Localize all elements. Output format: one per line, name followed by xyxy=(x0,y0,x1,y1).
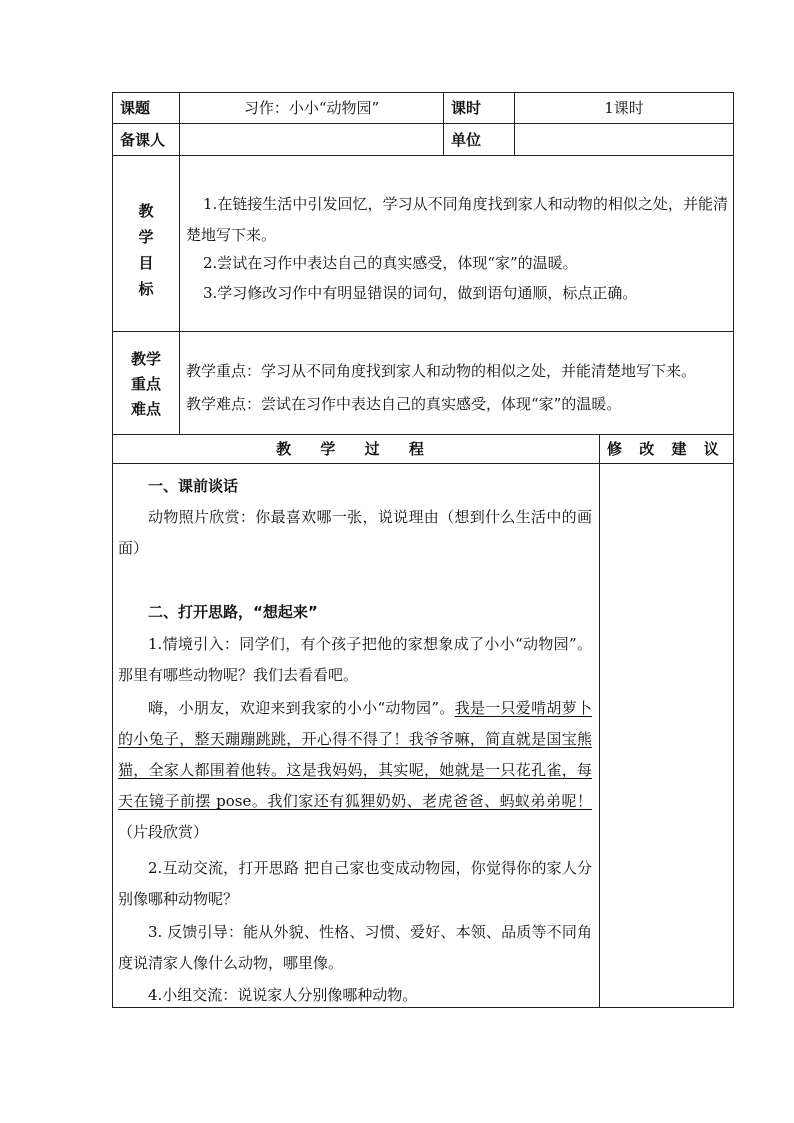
unit-label: 单位 xyxy=(451,131,482,149)
table-border xyxy=(599,434,600,1008)
step3-text: 3. 反馈引导：能从外貌、性格、习惯、爱好、本领、品质等不同角度说清家人像什么动物，哪里像。 xyxy=(118,923,592,972)
goal-item: 2.尝试在习作中表达自己的真实感受，体现“家”的温暖。 xyxy=(203,254,578,272)
excerpt-underlined: 我是一只爱啃胡萝卜的小兔子，整天蹦蹦跳跳，开心得不得了！我爷爷嘛，简直就是国宝熊猫，全家人都围着他转。这是我妈妈，其实呢，她就是一只花孔雀，每天在镜子前摆 pose。我们家还有狐狸奶奶、老虎爸爸、蚂蚁弟弟呢！ xyxy=(118,699,592,810)
table-border xyxy=(112,434,734,435)
period-value: 1课时 xyxy=(604,99,644,117)
step2-text: 2.互动交流，打开思路 把自己家也变成动物园，你觉得你的家人分别像哪种动物呢？ xyxy=(118,859,592,908)
topic-value: 习作：小小“动物园” xyxy=(243,99,380,117)
goals-label-char: 目 xyxy=(138,254,154,272)
section1-body: 动物照片欣赏：你最喜欢哪一张，说说理由（想到什么生活中的画面） xyxy=(118,508,592,557)
goal-item: 1.在链接生活中引发回忆，学习从不同角度找到家人和动物的相似之处，并能清楚地写下来。 xyxy=(186,195,728,244)
step1-text: 1.情境引入：同学们，有个孩子把他的家想象成了小小“动物园”。那里有哪些动物呢？我们去看看吧。 xyxy=(118,635,592,684)
goals-label xyxy=(113,198,179,302)
section1-title: 一、课前谈话 xyxy=(148,477,239,495)
table-border xyxy=(112,155,734,156)
goals-label-char: 标 xyxy=(138,280,154,298)
period-label: 课时 xyxy=(451,99,482,117)
table-border xyxy=(179,92,180,435)
excerpt-lead: 嗨，小朋友，欢迎来到我家的小小“动物园”。 xyxy=(148,699,455,717)
goals-label-char: 学 xyxy=(138,228,154,246)
table-border xyxy=(443,92,444,156)
table-border xyxy=(112,463,734,464)
table-border xyxy=(733,92,734,1008)
key-points-label-line: 难点 xyxy=(130,400,161,418)
key-points-label xyxy=(113,347,179,422)
goals-label-char: 教 xyxy=(138,202,154,220)
step4-text: 4.小组交流：说说家人分别像哪种动物。 xyxy=(148,986,418,1004)
excerpt-tail: （片段欣赏） xyxy=(118,823,209,841)
key-points-label-line: 教学 xyxy=(130,350,161,368)
goal-item: 3.学习修改习作中有明显错误的词句，做到语句通顺，标点正确。 xyxy=(203,284,638,302)
teaching-difficulty: 教学难点：尝试在习作中表达自己的真实感受，体现“家”的温暖。 xyxy=(186,395,622,413)
process-header: 教 学 过 程 xyxy=(276,440,436,458)
table-border xyxy=(112,331,734,332)
key-points-label-line: 重点 xyxy=(130,375,161,393)
preparer-label: 备课人 xyxy=(120,131,166,149)
teaching-focus: 教学重点：学习从不同角度找到家人和动物的相似之处，并能清楚地写下来。 xyxy=(186,362,697,380)
topic-label: 课题 xyxy=(120,99,151,117)
section2-title: 二、打开思路，“想起来” xyxy=(148,603,318,621)
table-border xyxy=(112,123,734,124)
excerpt-paragraph xyxy=(118,693,592,848)
table-border xyxy=(112,92,734,93)
revise-header: 修 改 建 议 xyxy=(607,440,725,458)
